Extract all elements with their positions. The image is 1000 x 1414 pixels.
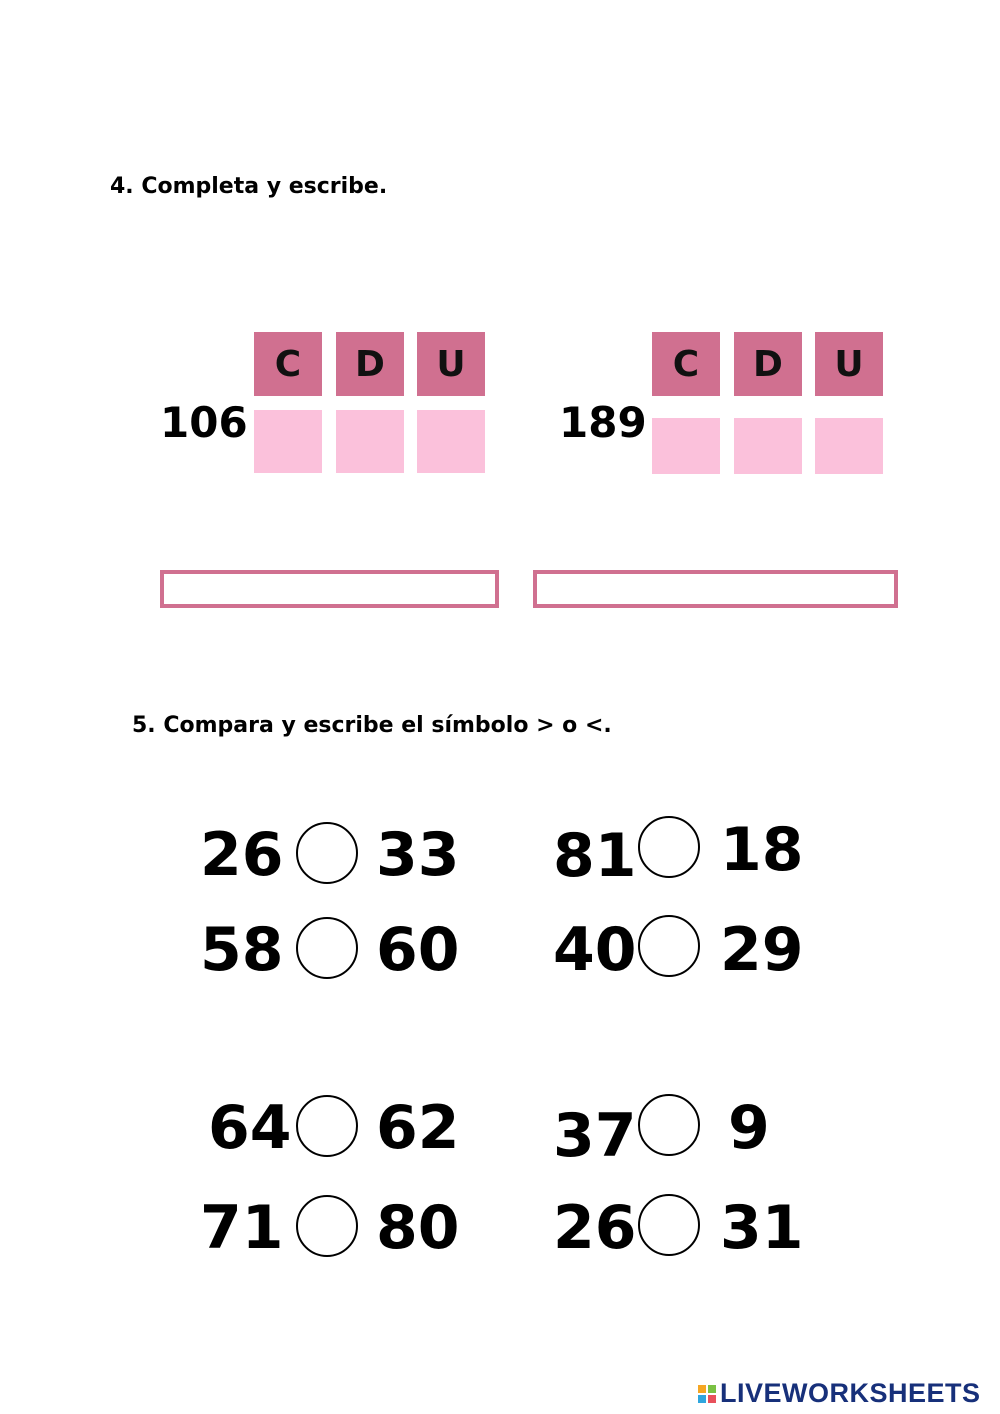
- compare-7-right: 9: [728, 1093, 770, 1163]
- compare-4-right: 29: [720, 915, 804, 985]
- exercise-2-header-c: C: [652, 332, 720, 396]
- compare-3-right: 18: [720, 815, 804, 885]
- exercise-2-header-d: D: [734, 332, 802, 396]
- compare-5-left: 64: [208, 1093, 292, 1163]
- exercise-2-input-d[interactable]: [734, 418, 802, 474]
- section-4-instruction: 4. Completa y escribe.: [110, 174, 388, 199]
- compare-3-symbol-input[interactable]: [638, 816, 700, 878]
- compare-8-left: 26: [553, 1193, 637, 1263]
- compare-8-symbol-input[interactable]: [638, 1194, 700, 1256]
- exercise-2-header-u: U: [815, 332, 883, 396]
- compare-7-left: 37: [553, 1101, 637, 1171]
- exercise-1-input-u[interactable]: [417, 410, 485, 473]
- compare-6-left: 71: [200, 1193, 284, 1263]
- exercise-1-word-input[interactable]: [160, 570, 499, 608]
- compare-3-left: 81: [553, 821, 637, 891]
- compare-2-symbol-input[interactable]: [296, 917, 358, 979]
- liveworksheets-logo: [698, 1378, 981, 1409]
- exercise-2-number: 189: [559, 398, 647, 447]
- logo-text: LIVEWORKSHEETS: [720, 1378, 981, 1408]
- compare-4-left: 40: [553, 915, 637, 985]
- compare-8-right: 31: [720, 1193, 804, 1263]
- exercise-2-input-c[interactable]: [652, 418, 720, 474]
- section-5-instruction: 5. Compara y escribe el símbolo > o <.: [132, 713, 612, 738]
- exercise-2-input-u[interactable]: [815, 418, 883, 474]
- exercise-1-header-c: C: [254, 332, 322, 396]
- compare-6-right: 80: [376, 1193, 460, 1263]
- compare-1-left: 26: [200, 820, 284, 890]
- compare-2-right: 60: [376, 915, 460, 985]
- compare-6-symbol-input[interactable]: [296, 1195, 358, 1257]
- compare-5-symbol-input[interactable]: [296, 1095, 358, 1157]
- exercise-1-input-d[interactable]: [336, 410, 404, 473]
- compare-1-symbol-input[interactable]: [296, 822, 358, 884]
- compare-1-right: 33: [376, 820, 460, 890]
- exercise-1-input-c[interactable]: [254, 410, 322, 473]
- exercise-2-word-input[interactable]: [533, 570, 898, 608]
- compare-4-symbol-input[interactable]: [638, 915, 700, 977]
- exercise-1-header-d: D: [336, 332, 404, 396]
- compare-2-left: 58: [200, 915, 284, 985]
- compare-7-symbol-input[interactable]: [638, 1094, 700, 1156]
- exercise-1-header-u: U: [417, 332, 485, 396]
- exercise-1-number: 106: [160, 398, 248, 447]
- logo-blocks-icon: [698, 1385, 716, 1403]
- compare-5-right: 62: [376, 1093, 460, 1163]
